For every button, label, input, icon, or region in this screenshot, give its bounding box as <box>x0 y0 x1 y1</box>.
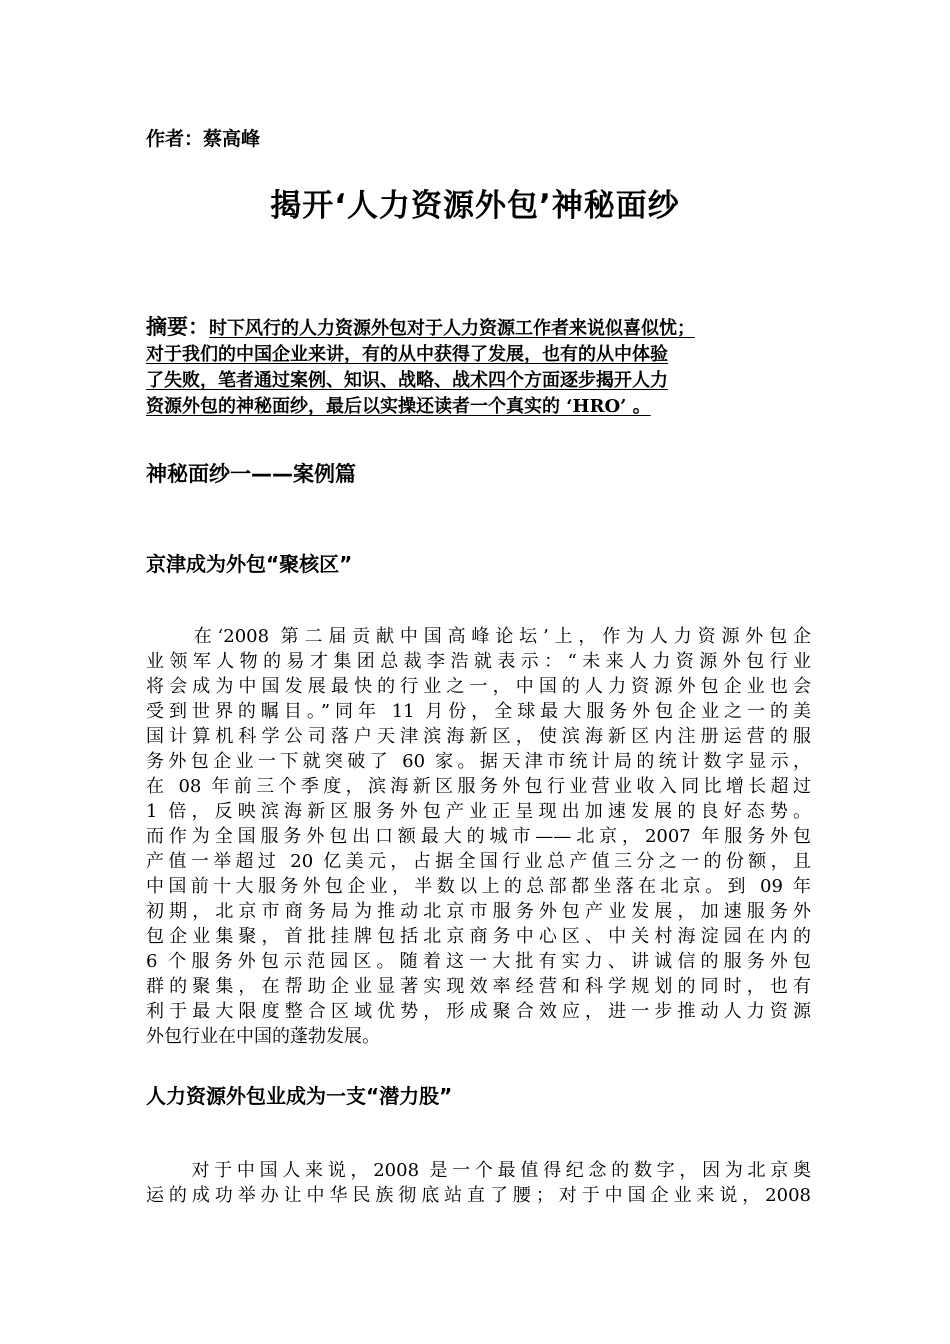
abstract-text: 时下风行的人力资源外包对于人力资源工作者来说似喜似忧； <box>209 318 695 339</box>
paragraph-line: 群的聚集，在帮助企业显著实现效率经营和科学规划的同时，也有 <box>146 976 811 997</box>
paragraph-line: 包企业集聚，首批挂牌包括北京商务中心区、中关村海淀园在内的 <box>146 926 811 947</box>
body-paragraph <box>146 1158 811 1208</box>
abstract-line: 了失败，笔者通过案例、知识、战略、战术四个方面逐步揭开人力 <box>146 370 668 391</box>
paragraph-line: 在‘2008 第二届贡献中国高峰论坛’上，作为人力资源外包企 <box>146 626 811 647</box>
paragraph-line: 初期，北京市商务局为推动北京市服务外包产业发展，加速服务外 <box>146 901 811 922</box>
body-paragraph <box>146 624 811 1049</box>
abstract-line: 资源外包的神秘面纱，最后以实操还读者一个真实的 ‘HRO’ 。 <box>146 396 651 417</box>
paragraph-line: 国计算机科学公司落户天津滨海新区，使滨海新区内注册运营的服 <box>146 726 811 747</box>
paragraph-line: 务外包企业一下就突破了 60 家。据天津市统计局的统计数字显示， <box>146 751 811 772</box>
paragraph-line: 中国前十大服务外包企业，半数以上的总部都坐落在北京。到 09 年 <box>146 876 811 897</box>
paragraph-line: 受到世界的瞩目。”同年 11 月份，全球最大服务外包企业之一的美 <box>146 701 811 722</box>
section-heading: 神秘面纱一——案例篇 <box>146 462 356 486</box>
abstract-line <box>146 314 836 342</box>
paragraph-line: 业领军人物的易才集团总裁李浩就表示：“未来人力资源外包行业 <box>146 651 811 672</box>
paragraph-line: 而作为全国服务外包出口额最大的城市——北京，2007 年服务外包 <box>146 826 811 847</box>
abstract-line: 对于我们的中国企业来讲，有的从中获得了发展，也有的从中体验 <box>146 344 668 365</box>
document-title: 揭开‘人力资源外包’神秘面纱 <box>270 188 680 224</box>
paragraph-line: 将会成为中国发展最快的行业之一，中国的人力资源外包企业也会 <box>146 676 811 697</box>
author-line: 作者：蔡高峰 <box>146 128 261 150</box>
abstract-block <box>146 314 836 420</box>
paragraph-line: 产值一举超过 20 亿美元，占据全国行业总产值三分之一的份额，且 <box>146 851 811 872</box>
paragraph-line: 6 个服务外包示范园区。随着这一大批有实力、讲诚信的服务外包 <box>146 951 811 972</box>
paragraph-line: 对于中国人来说，2008 是一个最值得纪念的数字，因为北京奥 <box>146 1160 811 1181</box>
paragraph-line: 1 倍，反映滨海新区服务外包产业正呈现出加速发展的良好态势。 <box>146 801 811 822</box>
paragraph-line: 运的成功举办让中华民族彻底站直了腰；对于中国企业来说，2008 <box>146 1185 811 1206</box>
sub-heading: 人力资源外包业成为一支“潜力股” <box>146 1084 453 1108</box>
paragraph-line: 利于最大限度整合区域优势，形成聚合效应，进一步推动人力资源 <box>146 1001 811 1022</box>
abstract-label: 摘要： <box>146 315 209 339</box>
paragraph-line: 在 08 年前三个季度，滨海新区服务外包行业营业收入同比增长超过 <box>146 776 811 797</box>
paragraph-line: 外包行业在中国的蓬勃发展。 <box>146 1026 380 1047</box>
sub-heading: 京津成为外包“聚核区” <box>146 552 353 576</box>
